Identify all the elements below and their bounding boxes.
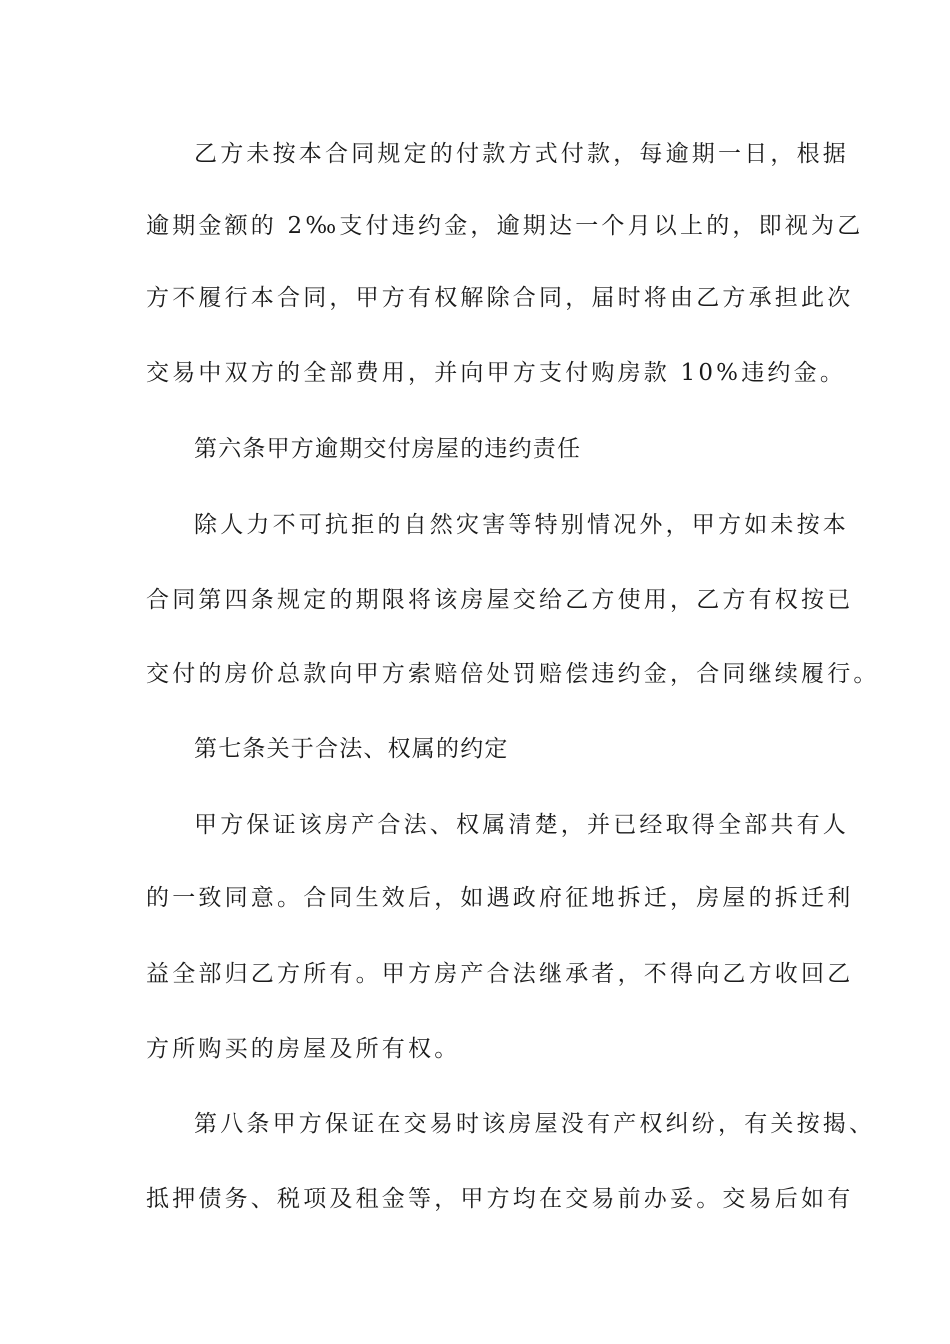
paragraph-line: 除人力不可抗拒的自然灾害等特别情况外，甲方如未按本 <box>194 512 849 538</box>
paragraph-line: 抵押债务、税项及租金等，甲方均在交易前办妥。交易后如有 <box>146 1186 854 1212</box>
paragraph-line: 交易中双方的全部费用，并向甲方支付购房款 10%违约金。 <box>146 360 847 386</box>
paragraph-line: 交付的房价总款向甲方索赔倍处罚赔偿违约金，合同继续履行。 <box>146 661 880 687</box>
paragraph-line: 方所购买的房屋及所有权。 <box>146 1036 461 1062</box>
paragraph-line: 第八条甲方保证在交易时该房屋没有产权纠纷，有关按揭、 <box>194 1111 876 1137</box>
section-heading: 第七条关于合法、权属的约定 <box>194 736 509 762</box>
paragraph-line: 逾期金额的 2‰支付违约金，逾期达一个月以上的，即视为乙 <box>146 213 864 239</box>
paragraph-line: 的一致同意。合同生效后，如遇政府征地拆迁，房屋的拆迁利 <box>146 885 854 911</box>
section-heading: 第六条甲方逾期交付房屋的违约责任 <box>194 436 582 462</box>
paragraph-line: 合同第四条规定的期限将该房屋交给乙方使用，乙方有权按已 <box>146 587 854 613</box>
paragraph-line: 乙方未按本合同规定的付款方式付款，每逾期一日，根据 <box>194 141 849 167</box>
paragraph-line: 方不履行本合同，甲方有权解除合同，届时将由乙方承担此次 <box>146 285 854 311</box>
paragraph-line: 益全部归乙方所有。甲方房产合法继承者，不得向乙方收回乙 <box>146 961 854 987</box>
paragraph-line: 甲方保证该房产合法、权属清楚，并已经取得全部共有人 <box>194 812 849 838</box>
